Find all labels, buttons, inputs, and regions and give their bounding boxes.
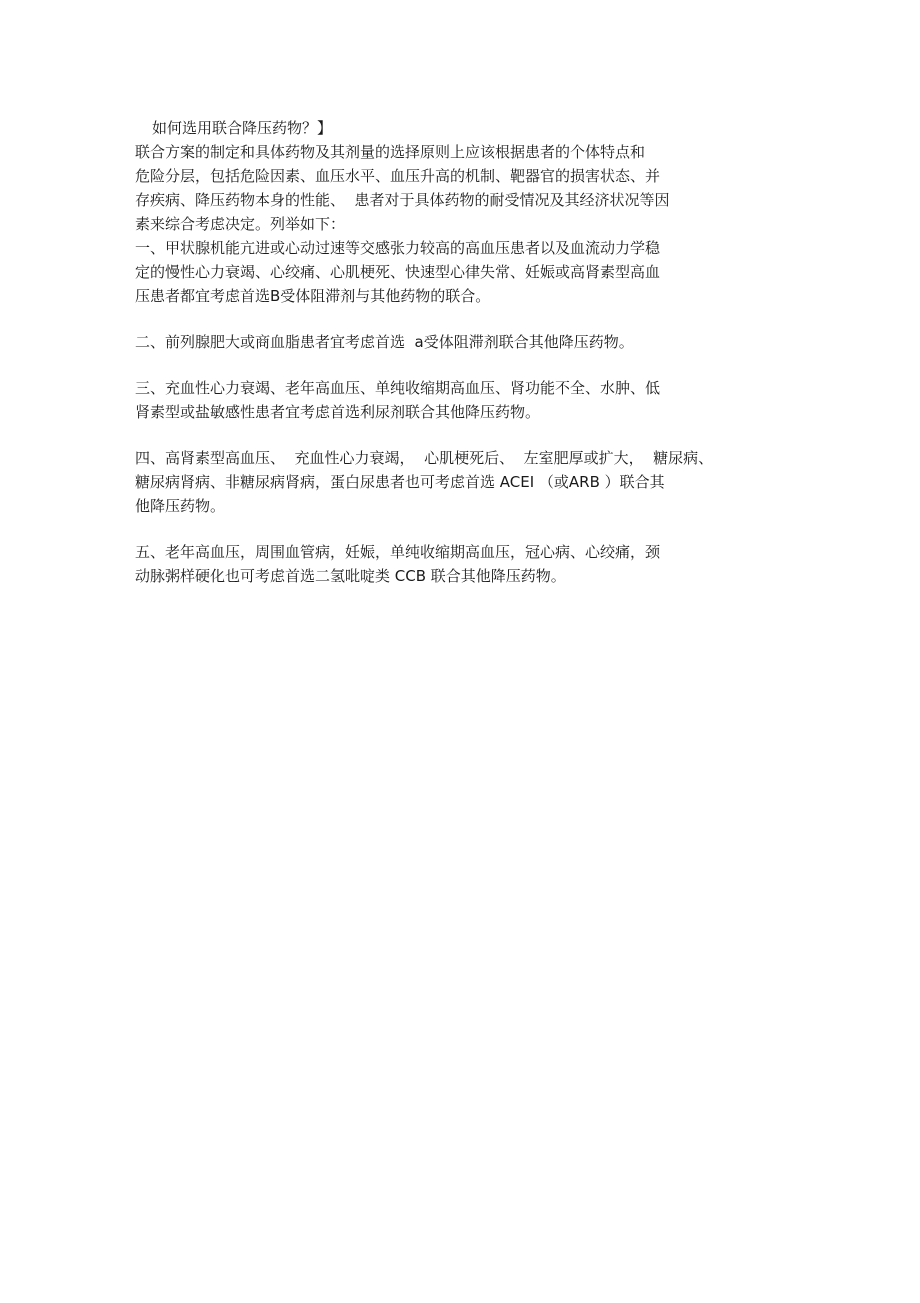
section-2 xyxy=(135,330,775,354)
section-line: 二、前列腺肥大或商血脂患者宜考虑首选 a受体阻滞剂联合其他降压药物。 xyxy=(135,333,634,351)
section-3 xyxy=(135,376,775,424)
paragraph-gap xyxy=(135,518,775,540)
paragraph-gap xyxy=(135,424,775,446)
intro-paragraph xyxy=(135,140,775,236)
section-line: 压患者都宜考虑首选B受体阻滞剂与其他药物的联合。 xyxy=(135,287,491,305)
section-line: 糖尿病肾病、非糖尿病肾病，蛋白尿患者也可考虑首选 ACEI （或ARB ）联合其 xyxy=(135,473,665,491)
section-1 xyxy=(135,236,775,308)
section-line: 四、高肾素型高血压、 充血性心力衰竭， 心肌梗死后、 左室肥厚或扩大， 糖尿病、 xyxy=(135,449,714,467)
section-line: 一、甲状腺机能亢进或心动过速等交感张力较高的高血压患者以及血流动力学稳 xyxy=(135,239,661,257)
intro-line: 素来综合考虑决定。列举如下： xyxy=(135,215,346,233)
document-body xyxy=(135,116,775,588)
section-line: 动脉粥样硬化也可考虑首选二氢吡啶类 CCB 联合其他降压药物。 xyxy=(135,567,566,585)
document-title: 如何选用联合降压药物？】 xyxy=(152,119,333,137)
intro-line: 危险分层，包括危险因素、血压水平、血压升高的机制、靶器官的损害状态、并 xyxy=(135,167,661,185)
section-line: 三、充血性心力衰竭、老年高血压、单纯收缩期高血压、肾功能不全、水肿、低 xyxy=(135,379,661,397)
intro-line: 存疾病、降压药物本身的性能、 患者对于具体药物的耐受情况及其经济状况等因 xyxy=(135,191,670,209)
section-4 xyxy=(135,446,775,518)
section-5 xyxy=(135,540,775,588)
paragraph-gap xyxy=(135,354,775,376)
section-line: 定的慢性心力衰竭、心绞痛、心肌梗死、快速型心律失常、妊娠或高肾素型高血 xyxy=(135,263,661,281)
section-line: 五、老年高血压，周围血管病，妊娠，单纯收缩期高血压，冠心病、心绞痛，颈 xyxy=(135,543,661,561)
paragraph-gap xyxy=(135,308,775,330)
section-line: 他降压药物。 xyxy=(135,497,226,515)
section-line: 肾素型或盐敏感性患者宜考虑首选利尿剂联合其他降压药物。 xyxy=(135,403,541,421)
intro-line: 联合方案的制定和具体药物及其剂量的选择原则上应该根据患者的个体特点和 xyxy=(135,143,646,161)
